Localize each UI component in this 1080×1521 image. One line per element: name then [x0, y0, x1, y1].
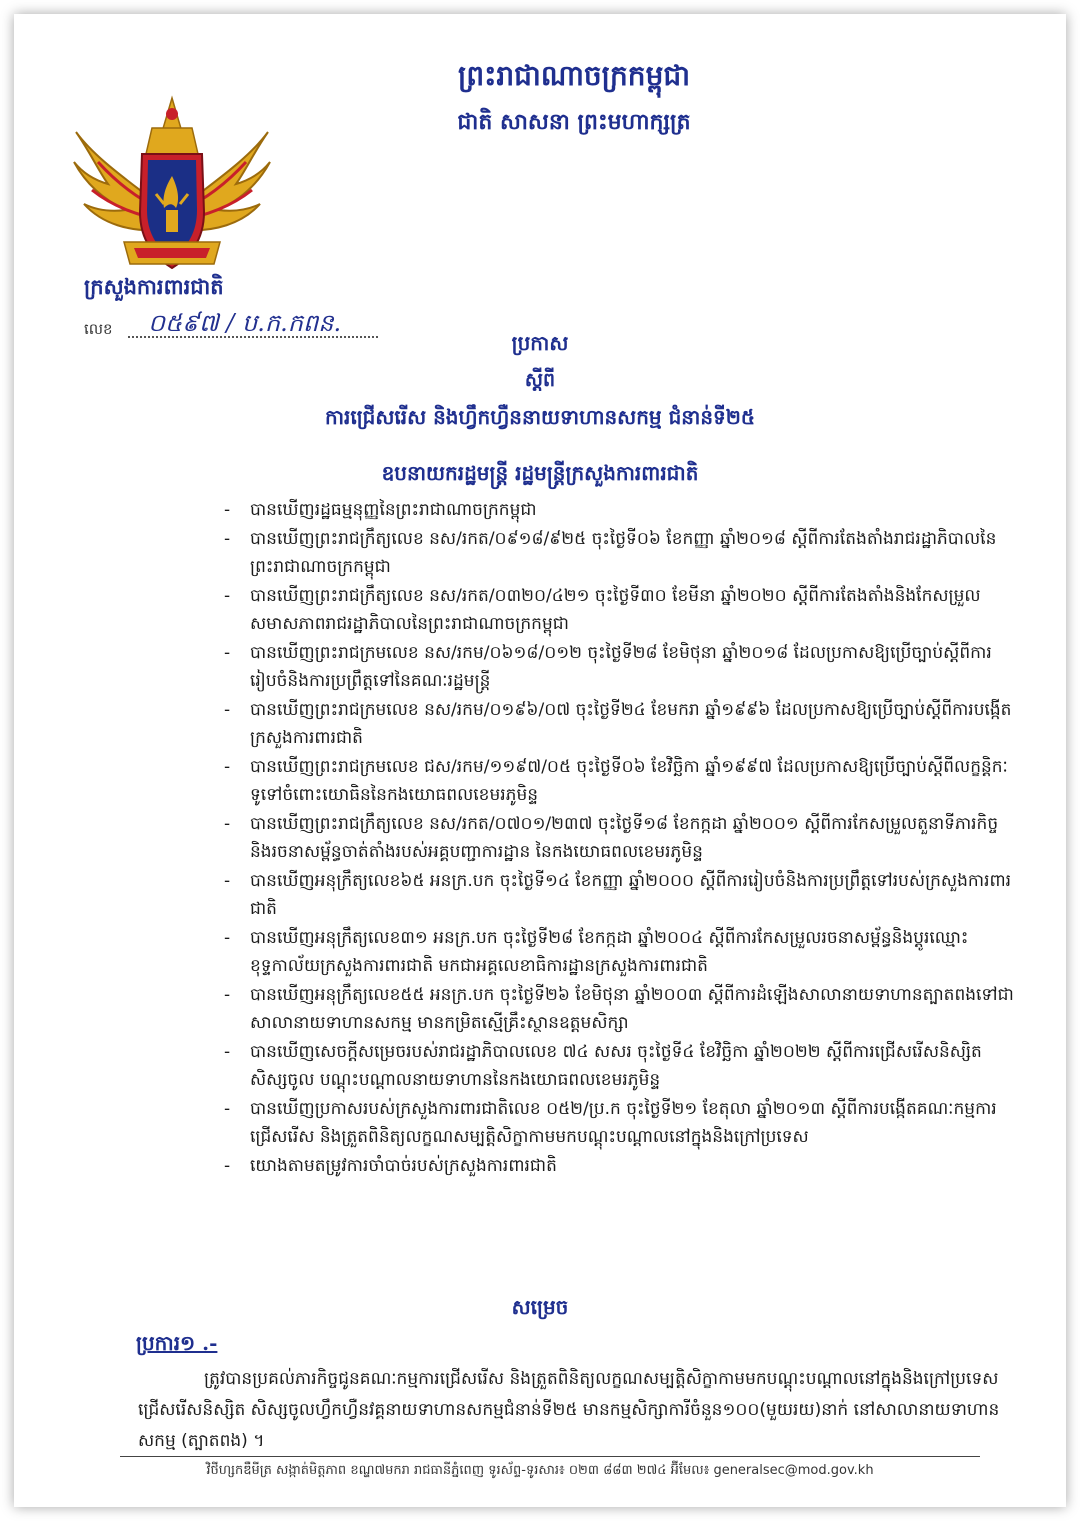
recital-text: យោងតាមតម្រូវការចាំបាច់របស់ក្រសួងការពារជាតិ	[250, 1155, 557, 1176]
ministry-name: ក្រសួងការពារជាតិ	[84, 274, 224, 299]
crown-icon	[146, 98, 198, 154]
article-1-heading: ប្រការ១ .-	[136, 1331, 218, 1355]
dash-bullet-icon: -	[224, 500, 231, 520]
recital-text: បានឃើញប្រកាសរបស់ក្រសួងការពារជាតិលេខ ០៥២/ប្រ.ក ចុះថ្ងៃទី២១ ខែតុលា ឆ្នាំ២០១៣ ស្ដីពីការបង្កើតគណៈកម្មការជ្រើសរើស និងត្រួតពិនិត្យលក្ខណសម្បត្តិសិក្ខាកាមមកបណ្ដុះបណ្ដាលនៅក្នុងនិងក្រៅប្រទេស	[250, 1098, 997, 1147]
dash-bullet-icon: -	[224, 699, 231, 720]
recital-list	[224, 496, 1014, 1180]
recital-item	[224, 696, 1014, 753]
recital-text: បានឃើញព្រះរាជក្រមលេខ នស/រកម/០៦១៨/០១២ ចុះថ្ងៃទី២៨ ខែមិថុនា ឆ្នាំ២០១៨ ដែលប្រកាសឱ្យប្រើច្បាប់ស្ដីពីការរៀបចំនិងការប្រព្រឹត្តទៅនៃគណៈរដ្ឋមន្ត្រី	[250, 642, 992, 691]
recital-text: បានឃើញព្រះរាជក្រឹត្យលេខ នស/រកត/០៩១៨/៩២៥ ចុះថ្ងៃទី០៦ ខែកញ្ញា ឆ្នាំ២០១៨ ស្ដីពីការតែងតាំងរាជរដ្ឋាភិបាលនៃព្រះរាជាណាចក្រកម្ពុជា	[250, 528, 997, 577]
ribbon-icon	[124, 242, 220, 264]
dash-bullet-icon: -	[224, 984, 231, 1005]
dash-bullet-icon: -	[224, 756, 231, 777]
recital-item	[224, 867, 1014, 924]
recital-text: បានឃើញព្រះរាជក្រមលេខ ជស/រកម/១១៩៧/០៥ ចុះថ្ងៃទី០៦ ខែវិច្ឆិកា ឆ្នាំ១៩៩៧ ដែលប្រកាសឱ្យប្រើច្បាប់ស្ដីពីលក្ខន្តិកៈទូទៅចំពោះយោធិននៃកងយោធពលខេមរភូមិន្ទ	[250, 756, 1008, 805]
dash-bullet-icon: -	[224, 870, 231, 891]
document-subject: ការជ្រើសរើស និងហ្វឹកហ្វឺននាយទាហានសកម្ម ជំនាន់ទី២៥	[324, 405, 756, 429]
recital-text: បានឃើញព្រះរាជក្រមលេខ នស/រកម/០១៩៦/០៧ ចុះថ្ងៃទី២៤ ខែមករា ឆ្នាំ១៩៩៦ ដែលប្រកាសឱ្យប្រើច្បាប់ស្ដីពីការបង្កើតក្រសួងការពារជាតិ	[250, 699, 1012, 748]
recital-item	[224, 582, 1014, 639]
dash-bullet-icon: -	[224, 528, 231, 549]
dash-bullet-icon: -	[224, 642, 231, 663]
decision-heading: សម្រេច	[511, 1295, 569, 1319]
recital-text: បានឃើញរដ្ឋធម្មនុញ្ញនៃព្រះរាជាណាចក្រកម្ពុជា	[250, 500, 537, 520]
recital-item	[224, 525, 1014, 582]
dash-bullet-icon: -	[224, 585, 231, 606]
recital-item	[224, 1152, 1014, 1181]
recital-item	[224, 1095, 1014, 1152]
footer-divider	[120, 1456, 980, 1457]
document-about: ស្ដីពី	[524, 369, 556, 391]
dash-bullet-icon: -	[224, 1155, 231, 1176]
dash-bullet-icon: -	[224, 1098, 231, 1119]
recital-item	[224, 924, 1014, 981]
article-1-body: ត្រូវបានប្រគល់ភារកិច្ចជូនគណៈកម្មការជ្រើសរើស និងត្រួតពិនិត្យលក្ខណសម្បត្តិសិក្ខាកាមមកបណ្ដុះបណ្ដាលនៅក្នុងនិងក្រៅប្រទេស ជ្រើសរើសនិស្សិត សិស្សចូលហ្វឹកហ្វឺនវគ្គនាយទាហានសកម្មជំនាន់ទី២៥ មានកម្មសិក្សាការីចំនួន១០០(មួយរយ)នាក់ នៅសាលានាយទាហានសកម្ម (ត្បាតពង) ។	[138, 1369, 1000, 1451]
footer-address: វិថីហ្សកឌឺមីត្រ សង្កាត់មិត្តភាព ខណ្ឌ៧មករា រាជធានីភ្នំពេញ ទូរស័ព្ទ-ទូរសារ៖ ០២៣ ៨៨៣ ២៧៤ អ៊ីមែល៖ generalsec@mod.gov.kh	[206, 1463, 874, 1478]
document-page	[14, 14, 1066, 1507]
document-type: ប្រកាស	[511, 331, 569, 355]
recital-item	[224, 810, 1014, 867]
kingdom-heading: ព្រះរាជាណាចក្រកម្ពុជា	[457, 59, 690, 92]
recital-text: បានឃើញព្រះរាជក្រឹត្យលេខ នស/រកត/០៣២០/៤២១ ចុះថ្ងៃទី៣០ ខែមីនា ឆ្នាំ២០២០ ស្ដីពីការតែងតាំងនិងកែសម្រួលសមាសភាពរាជរដ្ឋាភិបាលនៃព្រះរាជាណាចក្រកម្ពុជា	[250, 585, 981, 634]
national-motto: ជាតិ សាសនា ព្រះមហាក្សត្រ	[457, 109, 691, 135]
recital-text: បានឃើញអនុក្រឹត្យលេខ៣១ អនក្រ.បក ចុះថ្ងៃទី២៨ ខែកក្កដា ឆ្នាំ២០០៤ ស្ដីពីការកែសម្រួលរចនាសម្ព័ន្ធនិងប្ដូរឈ្មោះខុទ្ទកាល័យក្រសួងការពារជាតិ មកជាអគ្គលេខាធិការដ្ឋានក្រសួងការពារជាតិ	[250, 927, 969, 976]
recital-item	[224, 981, 1014, 1038]
reference-number: ០៥៩៧ / ប.ក.កពន.	[148, 309, 342, 337]
signatory-title: ឧបនាយករដ្ឋមន្ត្រី រដ្ឋមន្ត្រីក្រសួងការពារជាតិ	[381, 461, 699, 485]
recital-text: បានឃើញអនុក្រឹត្យលេខ៥៥ អនក្រ.បក ចុះថ្ងៃទី២៦ ខែមិថុនា ឆ្នាំ២០០៣ ស្ដីពីការដំឡើងសាលានាយទាហានត្បាតពងទៅជាសាលានាយទាហានសកម្ម មានកម្រិតស្មើគ្រឹះស្ថានឧត្ដមសិក្សា	[250, 984, 1014, 1033]
dash-bullet-icon: -	[224, 1041, 231, 1062]
recital-text: បានឃើញព្រះរាជក្រឹត្យលេខ នស/រកត/០៧០១/២៣៧ ចុះថ្ងៃទី១៨ ខែកក្កដា ឆ្នាំ២០០១ ស្ដីពីការកែសម្រួលតួនាទីភារកិច្ចនិងរចនាសម្ព័ន្ធចាត់តាំងរបស់អគ្គបញ្ជាការដ្ឋាន នៃកងយោធពលខេមរភូមិន្ទ	[250, 813, 999, 862]
dash-bullet-icon: -	[224, 927, 231, 948]
recital-text: បានឃើញអនុក្រឹត្យលេខ៦៥ អនក្រ.បក ចុះថ្ងៃទី១៤ ខែកញ្ញា ឆ្នាំ២០០០ ស្ដីពីការរៀបចំនិងការប្រព្រឹត្តទៅរបស់ក្រសួងការពារជាតិ	[250, 870, 1012, 919]
recital-item	[224, 639, 1014, 696]
dash-bullet-icon: -	[224, 813, 231, 834]
recital-item	[224, 496, 1014, 525]
recital-item	[224, 753, 1014, 810]
reference-label: លេខ	[84, 320, 113, 338]
recital-item	[224, 1038, 1014, 1095]
recital-text: បានឃើញសេចក្ដីសម្រេចរបស់រាជរដ្ឋាភិបាលលេខ ៧៤ សសរ ចុះថ្ងៃទី៤ ខែវិច្ឆិកា ឆ្នាំ២០២២ ស្ដីពីការជ្រើសរើសនិស្សិត សិស្សចូល បណ្ដុះបណ្ដាលនាយទាហាននៃកងយោធពលខេមរភូមិន្ទ	[250, 1041, 982, 1090]
ministry-emblem	[68, 92, 276, 288]
